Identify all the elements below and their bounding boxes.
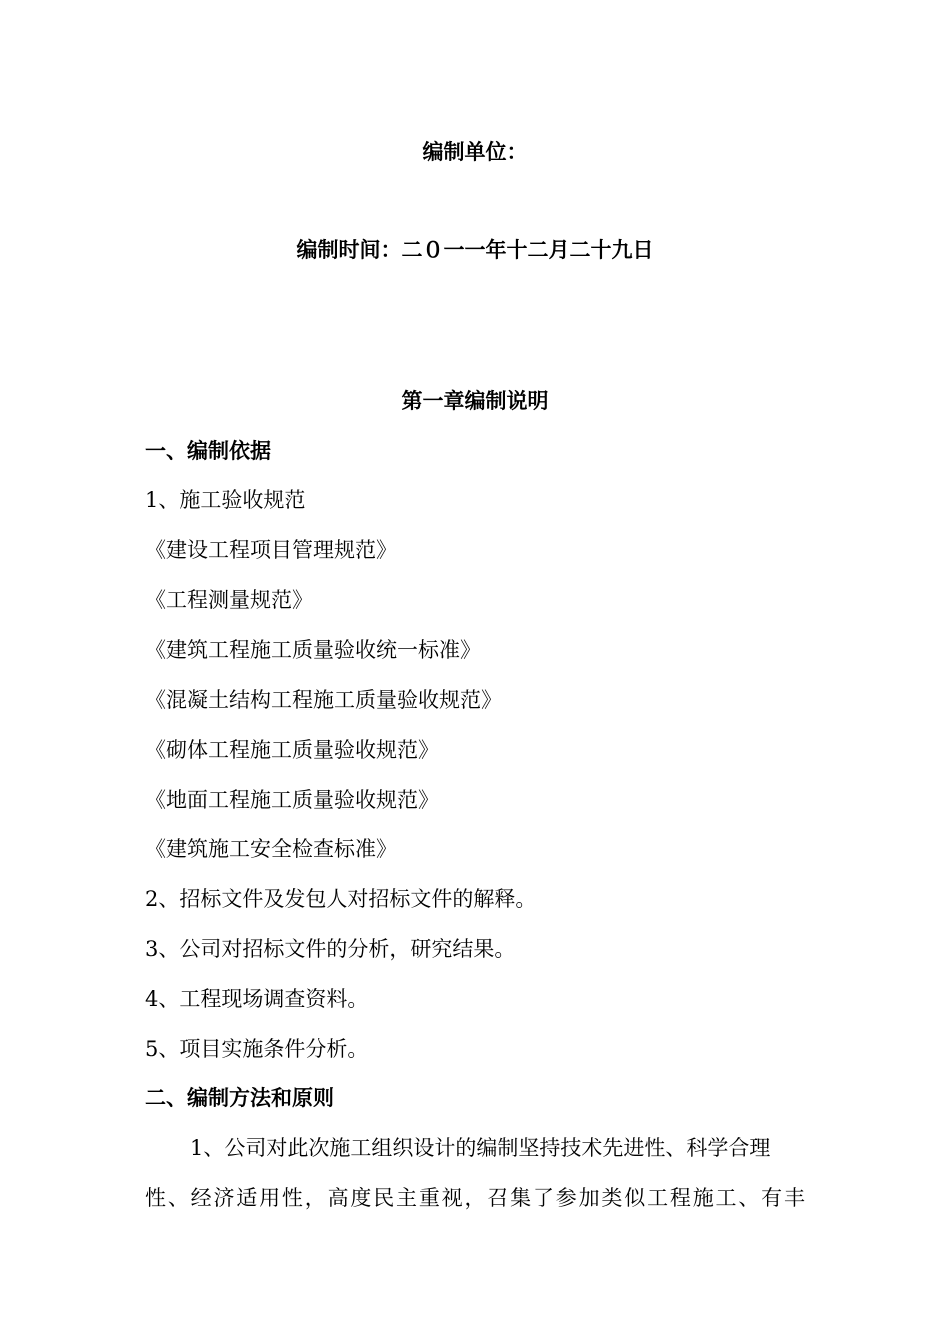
- standard-item: 《工程测量规范》: [145, 588, 313, 612]
- paragraph-line: 1、公司对此次施工组织设计的编制坚持技术先进性、科学合理: [190, 1136, 771, 1160]
- paragraph-line: 性、经济适用性，高度民主重视，召集了参加类似工程施工、有丰: [145, 1186, 805, 1210]
- list-item: 4、工程现场调查资料。: [145, 987, 369, 1011]
- compiling-unit-label: 编制单位：: [422, 139, 528, 164]
- standard-item: 《地面工程施工质量验收规范》: [145, 788, 439, 812]
- standard-item: 《建筑施工安全检查标准》: [145, 837, 397, 861]
- standard-item: 《混凝土结构工程施工质量验收规范》: [145, 688, 502, 712]
- list-item: 1、施工验收规范: [145, 488, 306, 512]
- compiling-date-label: 编制时间：二０一一年十二月二十九日: [296, 237, 654, 262]
- section-heading-methods: 二、编制方法和原则: [145, 1085, 334, 1110]
- standard-item: 《建筑工程施工质量验收统一标准》: [145, 638, 481, 662]
- list-item: 3、公司对招标文件的分析，研究结果。: [145, 937, 516, 961]
- list-item: 5、项目实施条件分析。: [145, 1037, 369, 1061]
- standard-item: 《砌体工程施工质量验收规范》: [145, 738, 439, 762]
- standard-item: 《建设工程项目管理规范》: [145, 538, 397, 562]
- chapter-title: 第一章编制说明: [401, 388, 549, 413]
- section-heading-basis: 一、编制依据: [145, 438, 271, 463]
- list-item: 2、招标文件及发包人对招标文件的解释。: [145, 887, 537, 911]
